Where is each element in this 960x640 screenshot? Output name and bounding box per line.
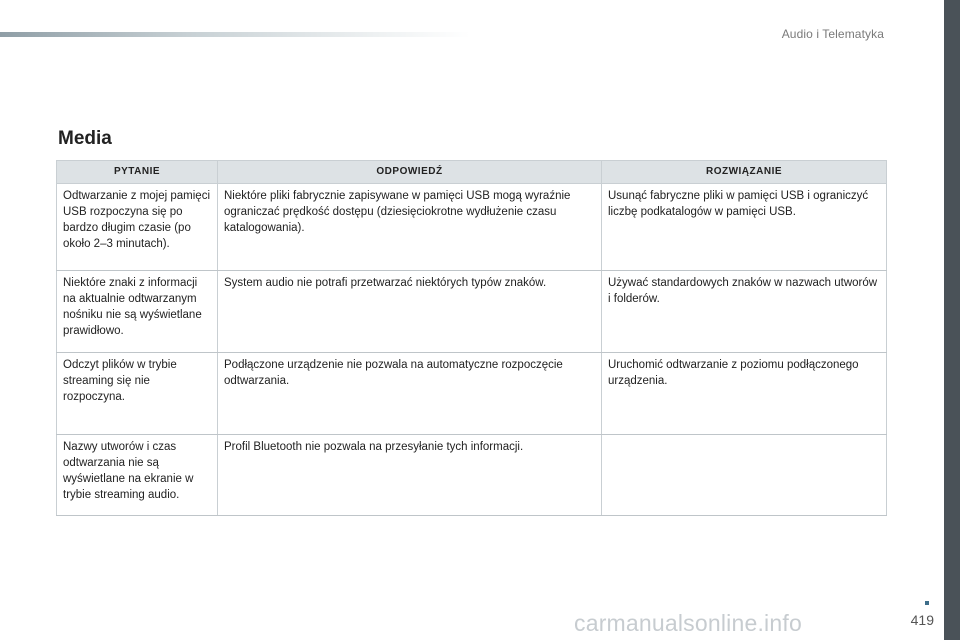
faq-table <box>56 160 887 516</box>
answer-cell: System audio nie potrafi przetwarzać niektórych typów znaków. <box>218 271 602 353</box>
table-row <box>57 435 887 516</box>
question-cell: Nazwy utworów i czas odtwarzania nie są wyświetlane na ekranie w trybie streaming audio. <box>57 435 218 516</box>
solution-cell <box>602 435 887 516</box>
table-row <box>57 271 887 353</box>
answer-cell: Podłączone urządzenie nie pozwala na automatyczne rozpoczęcie odtwarzania. <box>218 353 602 435</box>
column-header-solution: ROZWIĄZANIE <box>602 161 887 184</box>
solution-cell: Używać standardowych znaków w nazwach utworów i folderów. <box>602 271 887 353</box>
column-header-answer: ODPOWIEDŹ <box>218 161 602 184</box>
page-number: 419 <box>910 612 934 628</box>
answer-cell: Niektóre pliki fabrycznie zapisywane w pamięci USB mogą wyraźnie ograniczać prędkość dostępu (dziesięciokrotne wydłużenie czasu katalogowania). <box>218 184 602 271</box>
answer-cell: Profil Bluetooth nie pozwala na przesyłanie tych informacji. <box>218 435 602 516</box>
question-cell: Niektóre znaki z informacji na aktualnie odtwarzanym nośniku nie są wyświetlane prawidłowo. <box>57 271 218 353</box>
column-header-question: PYTANIE <box>57 161 218 184</box>
solution-cell: Uruchomić odtwarzanie z poziomu podłączonego urządzenia. <box>602 353 887 435</box>
solution-cell: Usunąć fabryczne pliki w pamięci USB i ograniczyć liczbę podkatalogów w pamięci USB. <box>602 184 887 271</box>
page-marker-dot <box>925 601 929 605</box>
table-row <box>57 353 887 435</box>
page-edge-strip <box>944 0 960 640</box>
header-accent-bar <box>0 32 470 37</box>
table-row <box>57 184 887 271</box>
chapter-title: Audio i Telematyka <box>781 27 884 41</box>
table-header-row <box>57 161 887 184</box>
question-cell: Odtwarzanie z mojej pamięci USB rozpoczyna się po bardzo długim czasie (po około 2–3 minutach). <box>57 184 218 271</box>
question-cell: Odczyt plików w trybie streaming się nie rozpoczyna. <box>57 353 218 435</box>
site-watermark: carmanualsonline.info <box>574 610 802 636</box>
section-title: Media <box>58 128 112 149</box>
